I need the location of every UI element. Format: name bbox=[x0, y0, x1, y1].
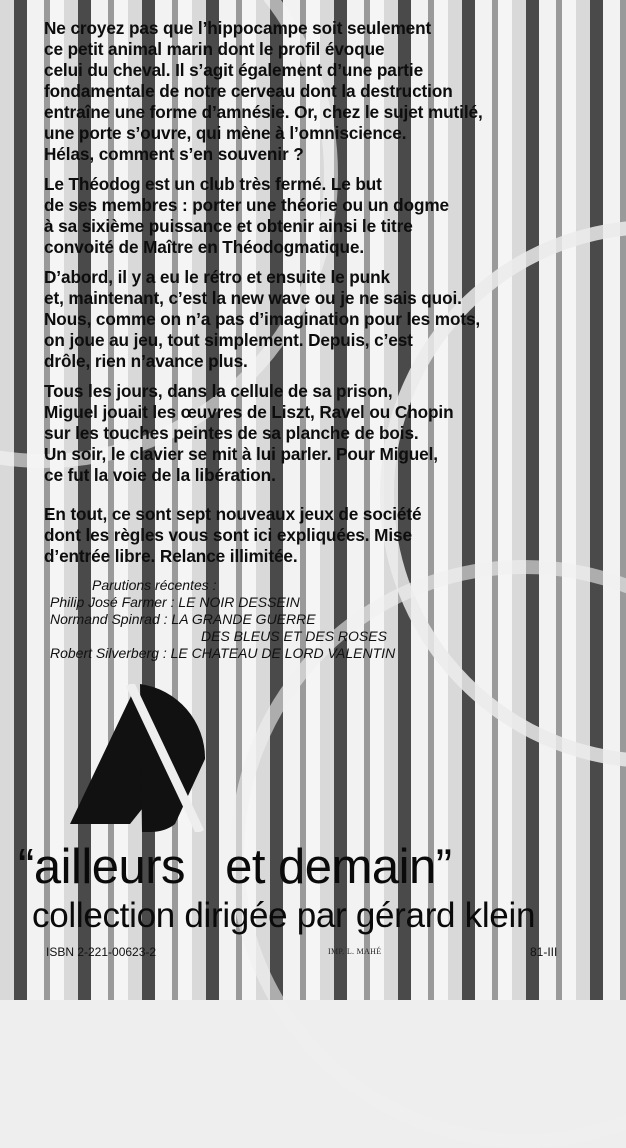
recent-publications-header: Parutions récentes : bbox=[92, 577, 217, 593]
blurb-line: sur les touches peintes de sa planche de bois. bbox=[44, 423, 419, 443]
blurb-line: En tout, ce sont sept nouveaux jeux de société bbox=[44, 504, 422, 524]
blurb-line: ce fut la voie de la libération. bbox=[44, 465, 276, 485]
blurb-line: une porte s’ouvre, qui mène à l’omniscience. bbox=[44, 123, 407, 143]
blurb-line: dont les règles vous sont ici expliquées. Mise bbox=[44, 525, 412, 545]
blurb-line: Ne croyez pas que l’hippocampe soit seulement bbox=[44, 18, 432, 38]
open-quote: “ bbox=[18, 840, 34, 894]
blurb-line: Nous, comme on n’a pas d’imagination pour les mots, bbox=[44, 309, 481, 329]
recent-publication-item bbox=[50, 645, 530, 662]
blurb-line: à sa sixième puissance et obtenir ainsi le titre bbox=[44, 216, 413, 236]
blurb-line: Le Théodog est un club très fermé. Le but bbox=[44, 174, 382, 194]
blurb-line: de ses membres : porter une théorie ou un dogme bbox=[44, 195, 450, 215]
blurb-line: d’entrée libre. Relance illimitée. bbox=[44, 546, 298, 566]
series-word-et-demain: et demain bbox=[225, 840, 436, 894]
blurb-line: ce petit animal marin dont le profil évoque bbox=[44, 39, 385, 59]
close-quote: ” bbox=[435, 840, 452, 894]
printer-credit: IMP. L. MAHÉ bbox=[328, 947, 382, 956]
publication-title: LA GRANDE GUERRE bbox=[171, 611, 316, 627]
blurb-line: entraîne une forme d’amnésie. Or, chez le sujet mutilé, bbox=[44, 102, 483, 122]
publisher-logo bbox=[70, 684, 205, 832]
series-word-ailleurs: ailleurs bbox=[33, 840, 186, 894]
blurb-line: D’abord, il y a eu le rétro et ensuite le punk bbox=[44, 267, 390, 287]
blurb-line: fondamentale de notre cerveau dont la destruction bbox=[44, 81, 453, 101]
blurb-paragraph-2 bbox=[44, 174, 544, 258]
blurb-paragraph-4 bbox=[44, 381, 544, 486]
blurb-line: et, maintenant, c’est la new wave ou je ne sais quoi. bbox=[44, 288, 462, 308]
publication-author: Robert Silverberg : bbox=[50, 645, 167, 661]
print-code: 81-III bbox=[530, 945, 558, 959]
blurb-line: Hélas, comment s’en souvenir ? bbox=[44, 144, 304, 164]
blurb-line: convoité de Maître en Théodogmatique. bbox=[44, 237, 365, 257]
series-subtitle: collection dirigée par gérard klein bbox=[32, 896, 536, 935]
publication-author: Philip José Farmer : bbox=[50, 594, 175, 610]
blurb-line: drôle, rien n’avance plus. bbox=[44, 351, 248, 371]
blurb-line: Un soir, le clavier se mit à lui parler. Pour Miguel, bbox=[44, 444, 438, 464]
blurb-line: Miguel jouait les œuvres de Liszt, Ravel ou Chopin bbox=[44, 402, 454, 422]
recent-publication-item bbox=[50, 611, 530, 628]
blurb-paragraph-5 bbox=[44, 504, 544, 567]
recent-publication-item bbox=[50, 594, 530, 611]
blurb-line: celui du cheval. Il s’agit également d’une partie bbox=[44, 60, 424, 80]
blurb-line: on joue au jeu, tout simplement. Depuis, c’est bbox=[44, 330, 413, 350]
publication-title: LE CHATEAU DE LORD VALENTIN bbox=[170, 645, 396, 661]
recent-publications bbox=[50, 577, 530, 662]
publication-author: Normand Spinrad : bbox=[50, 611, 168, 627]
publication-title-continuation: DES BLEUS ET DES ROSES bbox=[201, 628, 387, 644]
back-cover-blurb bbox=[44, 18, 544, 576]
publication-title: LE NOIR DESSEIN bbox=[178, 594, 300, 610]
series-name bbox=[18, 840, 452, 894]
blurb-paragraph-1 bbox=[44, 18, 544, 165]
blurb-line: Tous les jours, dans la cellule de sa prison, bbox=[44, 381, 393, 401]
blurb-paragraph-3 bbox=[44, 267, 544, 372]
isbn: ISBN 2-221-00623-2 bbox=[46, 945, 157, 959]
